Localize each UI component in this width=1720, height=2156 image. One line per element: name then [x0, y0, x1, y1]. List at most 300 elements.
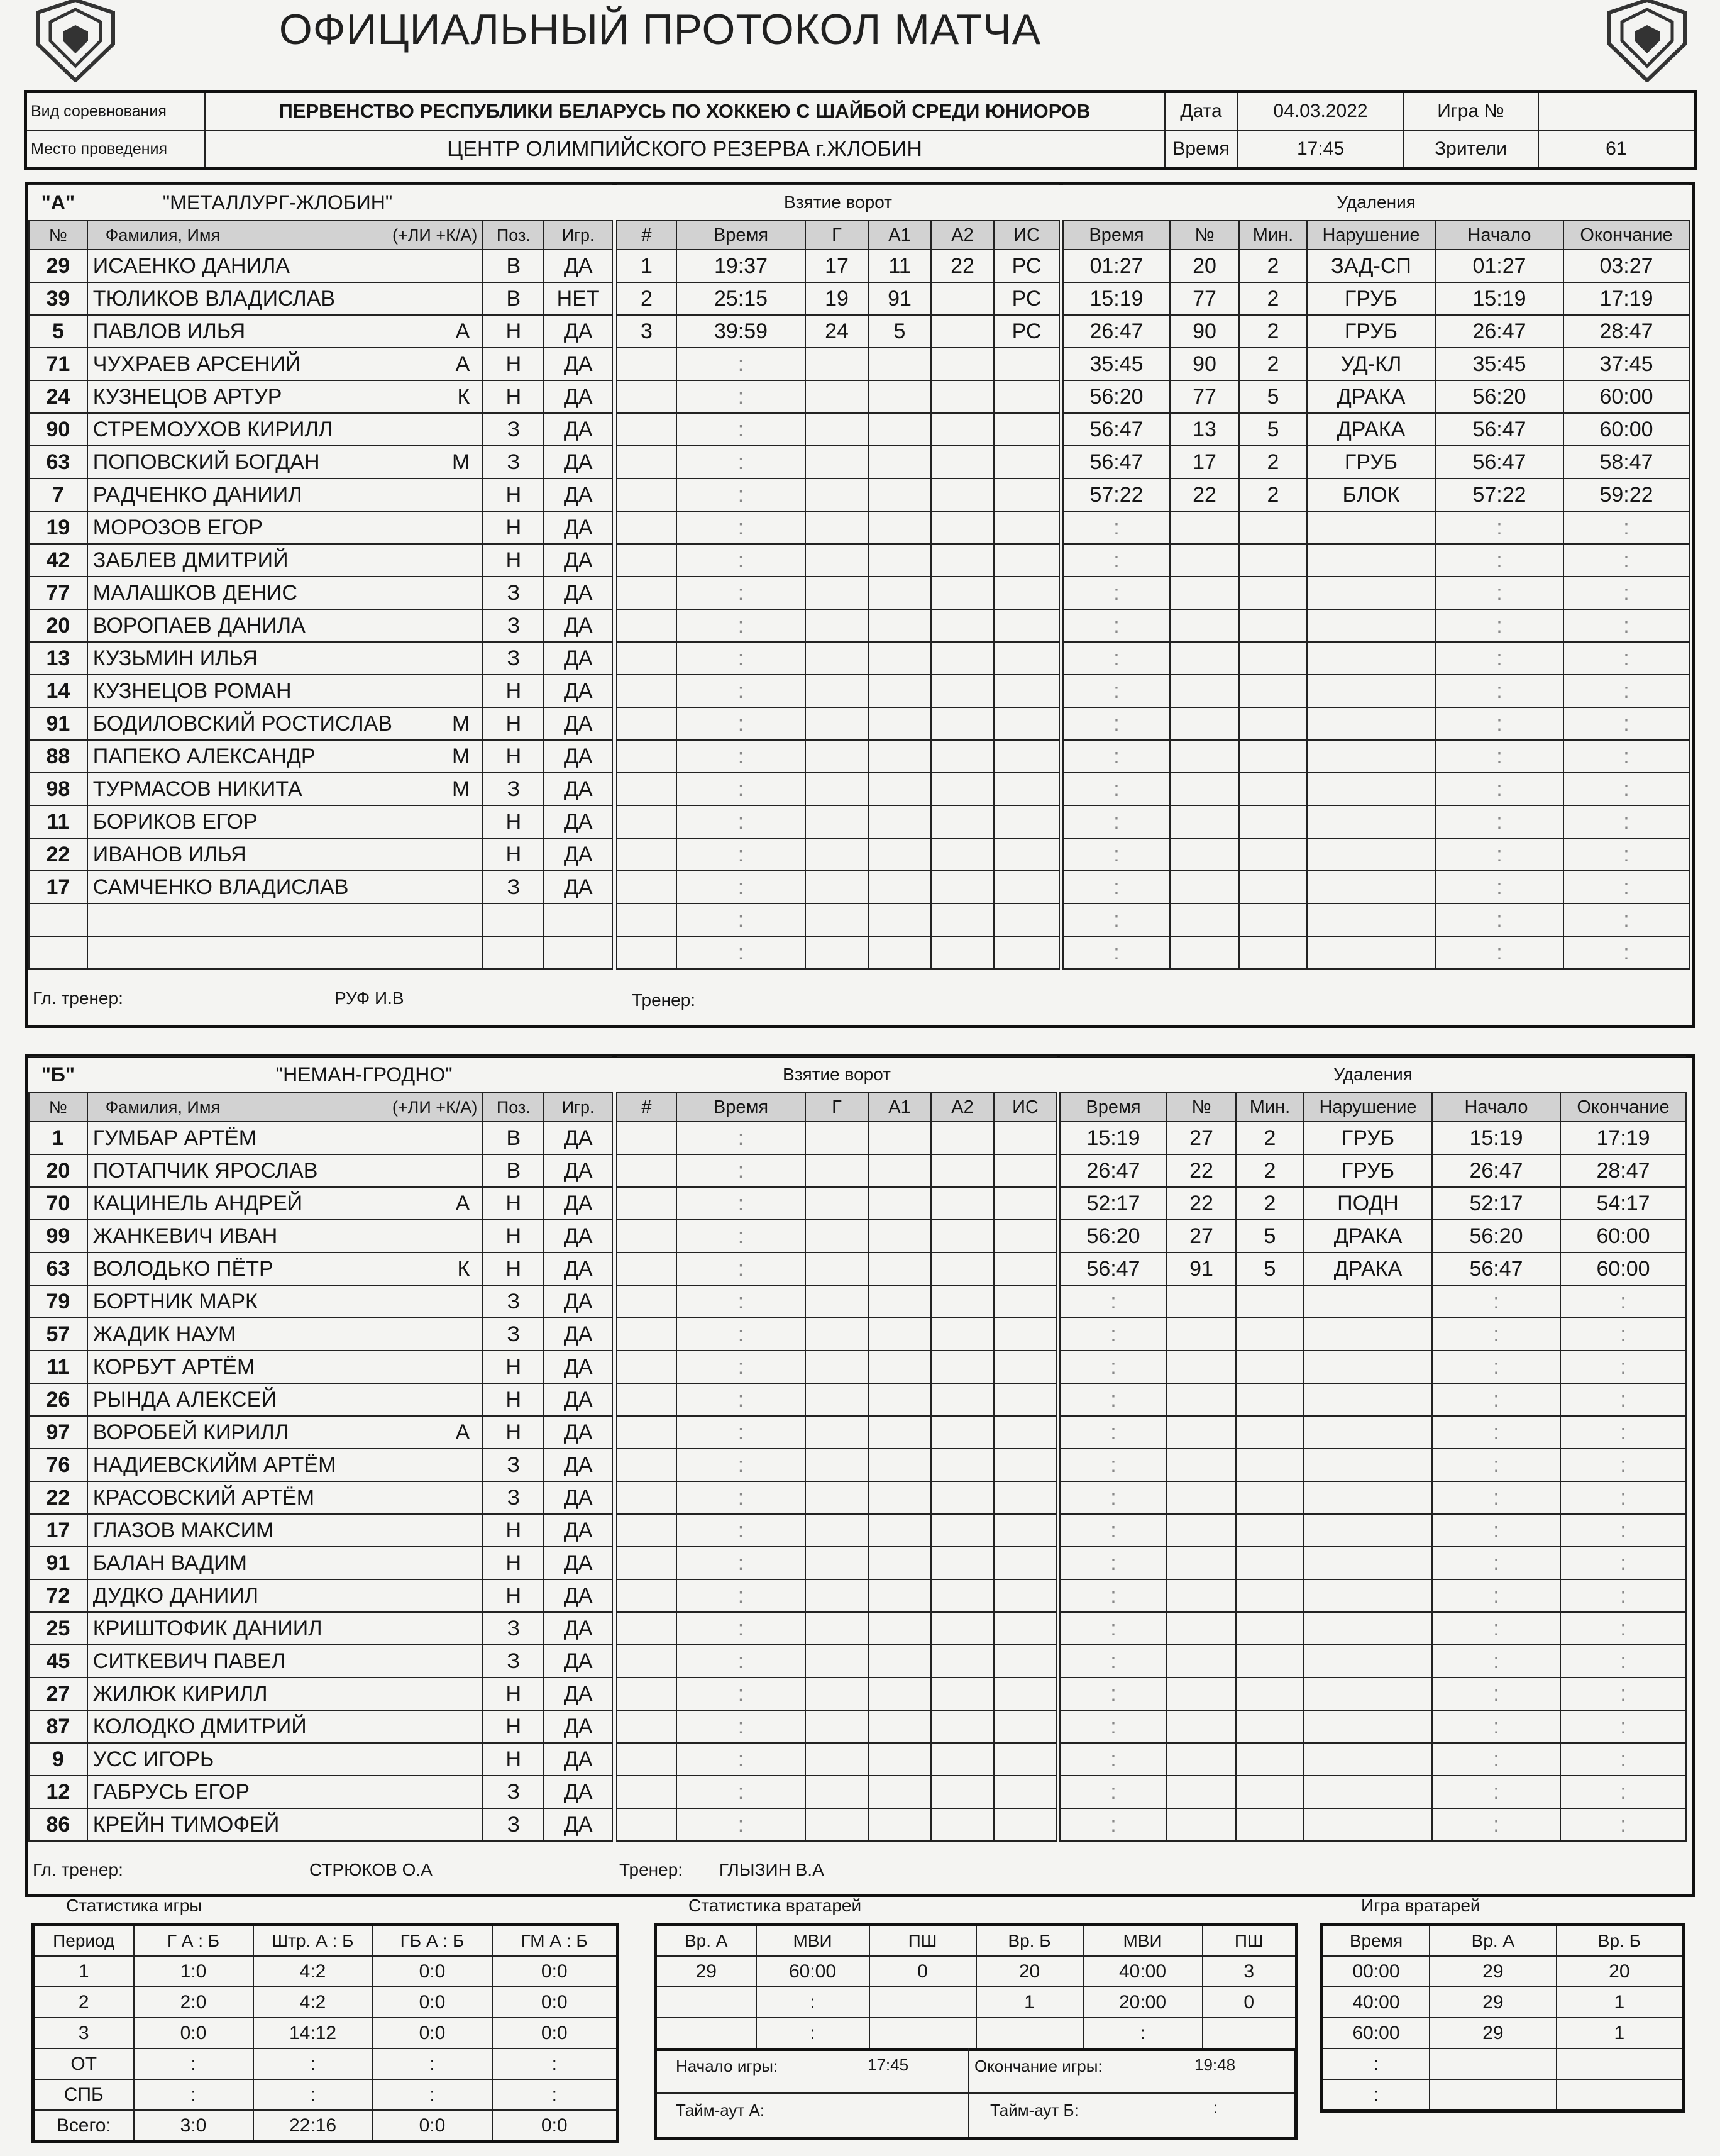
player-name-text: САМЧЕНКО ВЛАДИСЛАВ — [92, 875, 349, 899]
player-row — [29, 1776, 612, 1808]
penalty-start: 56:20 — [1435, 380, 1563, 413]
player-row — [29, 577, 612, 609]
goal-time: : — [676, 1514, 805, 1547]
penalty-infraction: УД-КЛ — [1307, 348, 1435, 380]
penalty-start: : — [1432, 1547, 1560, 1579]
goal-assist-1 — [868, 642, 931, 675]
goal-assist-1 — [868, 380, 931, 413]
goal-time: : — [676, 511, 805, 544]
player-row — [29, 1154, 612, 1187]
player-name-text: КОРБУТ АРТЁМ — [92, 1354, 255, 1379]
goal-index — [617, 1122, 676, 1154]
penalty-infraction — [1304, 1645, 1432, 1678]
goalie-extra-box — [654, 2048, 1298, 2140]
penalty-minutes — [1239, 904, 1307, 936]
player-role: М — [452, 744, 470, 768]
penalty-start: : — [1435, 805, 1563, 838]
stat-cell — [976, 2018, 1083, 2050]
penalty-start: : — [1435, 544, 1563, 577]
goal-assist-1 — [868, 740, 931, 773]
goal-index — [617, 609, 676, 642]
penalty-start: : — [1432, 1612, 1560, 1645]
goal-row — [617, 1481, 1057, 1514]
penalty-minutes — [1236, 1547, 1304, 1579]
stat-header-cell: Вр. Б — [976, 1925, 1083, 1957]
penalty-row — [1063, 838, 1689, 871]
penalty-row — [1060, 1351, 1686, 1383]
goal-scorer — [805, 1645, 868, 1678]
goal-situation — [994, 413, 1059, 446]
player-played: ДА — [544, 348, 612, 380]
player-played: ДА — [544, 511, 612, 544]
stat-cell: : — [373, 2079, 492, 2110]
stat-cell: СПБ — [33, 2079, 134, 2110]
player-position: Н — [483, 1252, 544, 1285]
stat-cell: Всего: — [33, 2110, 134, 2142]
penalty-time: 26:47 — [1060, 1154, 1167, 1187]
player-name — [87, 1710, 483, 1743]
goal-scorer — [805, 1122, 868, 1154]
player-played: ДА — [544, 642, 612, 675]
goal-assist-1 — [868, 1351, 931, 1383]
player-name-text: КРИШТОФИК ДАНИИЛ — [92, 1616, 322, 1640]
player-name-text: БАЛАН ВАДИМ — [92, 1551, 247, 1575]
goal-row — [617, 871, 1059, 904]
goal-situation — [994, 740, 1059, 773]
penalty-minutes — [1236, 1743, 1304, 1776]
player-position: Н — [483, 707, 544, 740]
player-row — [29, 936, 612, 969]
goal-situation — [994, 904, 1059, 936]
penalty-infraction — [1307, 642, 1435, 675]
penalty-start: : — [1432, 1579, 1560, 1612]
player-name-text: БОДИЛОВСКИЙ РОСТИСЛАВ — [92, 711, 392, 736]
penalty-player — [1167, 1678, 1236, 1710]
penalty-minutes: 5 — [1236, 1220, 1304, 1252]
goal-row — [617, 250, 1059, 282]
player-name — [87, 1187, 483, 1220]
stat-cell — [1203, 2018, 1297, 2050]
penalty-minutes — [1239, 838, 1307, 871]
player-row — [29, 1808, 612, 1841]
goal-assist-1 — [868, 609, 931, 642]
goal-situation — [994, 1514, 1057, 1547]
stat-cell: 0:0 — [373, 2110, 492, 2142]
penalty-time: 57:22 — [1063, 478, 1170, 511]
player-role: К — [457, 384, 470, 409]
goal-scorer — [805, 348, 868, 380]
penalty-start: : — [1432, 1808, 1560, 1841]
goal-situation — [994, 478, 1059, 511]
player-role: А — [455, 319, 470, 343]
goal-time: : — [676, 609, 805, 642]
penalty-end: 60:00 — [1560, 1252, 1686, 1285]
player-row — [29, 1710, 612, 1743]
player-name-text: ГЛАЗОВ МАКСИМ — [92, 1518, 274, 1542]
penalty-start: : — [1435, 675, 1563, 707]
penalty-minutes — [1239, 577, 1307, 609]
goal-assist-2 — [931, 773, 994, 805]
penalty-time: : — [1063, 871, 1170, 904]
goal-row — [617, 1318, 1057, 1351]
head-coach-label: Гл. тренер: — [33, 1860, 123, 1879]
goal-row — [617, 1187, 1057, 1220]
time-label: Время — [1165, 130, 1238, 169]
goal-assist-1 — [868, 838, 931, 871]
penalty-infraction — [1304, 1449, 1432, 1481]
player-name-text: СТРЕМОУХОВ КИРИЛЛ — [92, 417, 333, 441]
penalty-player: 22 — [1167, 1187, 1236, 1220]
penalty-start: : — [1432, 1645, 1560, 1678]
goal-situation — [994, 511, 1059, 544]
goal-situation — [994, 871, 1059, 904]
goal-scorer — [805, 1383, 868, 1416]
player-played: ДА — [544, 1547, 612, 1579]
stat-cell — [656, 1987, 756, 2018]
goal-situation — [994, 1776, 1057, 1808]
player-number: 29 — [29, 250, 87, 282]
player-name — [87, 838, 483, 871]
penalty-infraction — [1307, 544, 1435, 577]
player-played: НЕТ — [544, 282, 612, 315]
goal-row — [617, 1579, 1057, 1612]
penalty-minutes — [1236, 1579, 1304, 1612]
penalty-row — [1063, 871, 1689, 904]
penalty-row — [1060, 1776, 1686, 1808]
goal-index — [617, 348, 676, 380]
stat-cell: 1 — [976, 1987, 1083, 2018]
penalty-infraction: ДРАКА — [1304, 1220, 1432, 1252]
goal-index: 2 — [617, 282, 676, 315]
player-position: Н — [483, 675, 544, 707]
goal-time: : — [676, 478, 805, 511]
goalie-change-row — [1322, 2048, 1684, 2079]
penalty-infraction — [1304, 1547, 1432, 1579]
penalty-infraction: ДРАКА — [1304, 1252, 1432, 1285]
player-number: 42 — [29, 544, 87, 577]
goal-situation — [994, 1547, 1057, 1579]
player-name-text: КРЕЙН ТИМОФЕЙ — [92, 1812, 280, 1837]
stat-cell — [1430, 2048, 1557, 2079]
penalty-row — [1063, 478, 1689, 511]
player-name-text: РЫНДА АЛЕКСЕЙ — [92, 1387, 277, 1412]
penalty-start: 52:17 — [1432, 1187, 1560, 1220]
coach-name: ГЛЫЗИН В.А — [719, 1860, 824, 1879]
penalty-start: : — [1432, 1710, 1560, 1743]
stat-cell: 29 — [656, 1956, 756, 1987]
col-played: Игр. — [544, 221, 612, 250]
player-position: З — [483, 1776, 544, 1808]
goal-row — [617, 642, 1059, 675]
game-end-label: Окончание игры: — [974, 2057, 1103, 2076]
player-position: З — [483, 642, 544, 675]
player-position: В — [483, 1154, 544, 1187]
penalty-player: 22 — [1170, 478, 1239, 511]
goal-situation — [994, 1154, 1057, 1187]
goal-scorer — [805, 740, 868, 773]
penalty-infraction: ПОДН — [1304, 1187, 1432, 1220]
goal-assist-2 — [931, 805, 994, 838]
goal-time: : — [676, 1187, 805, 1220]
penalty-time: : — [1063, 773, 1170, 805]
p-col-end: Окончание — [1563, 221, 1689, 250]
goal-row — [617, 1285, 1057, 1318]
competition-value: ПЕРВЕНСТВО РЕСПУБЛИКИ БЕЛАРУСЬ ПО ХОККЕЮ С ШАЙБОЙ СРЕДИ ЮНИОРОВ — [205, 92, 1165, 131]
stat-cell: : — [1083, 2018, 1203, 2050]
goal-time: : — [676, 348, 805, 380]
penalty-row — [1063, 773, 1689, 805]
penalty-row — [1063, 413, 1689, 446]
player-played: ДА — [544, 1481, 612, 1514]
player-row — [29, 1416, 612, 1449]
penalty-end: : — [1560, 1449, 1686, 1481]
team-b-letter: "Б" — [29, 1056, 87, 1093]
penalty-infraction: ГРУБ — [1307, 282, 1435, 315]
player-name — [87, 478, 483, 511]
player-number: 71 — [29, 348, 87, 380]
player-name-text: ГАБРУСЬ ЕГОР — [92, 1779, 250, 1804]
game-end-value: 19:48 — [1194, 2055, 1236, 2074]
goal-situation — [994, 773, 1059, 805]
penalty-player — [1170, 805, 1239, 838]
penalty-time: : — [1060, 1776, 1167, 1808]
goal-time: : — [676, 642, 805, 675]
goal-time: : — [676, 1547, 805, 1579]
goal-index — [617, 1743, 676, 1776]
goal-index — [617, 838, 676, 871]
player-played: ДА — [544, 1645, 612, 1678]
penalty-time: 15:19 — [1060, 1122, 1167, 1154]
goal-row — [617, 348, 1059, 380]
goal-index — [617, 1449, 676, 1481]
penalty-player — [1170, 773, 1239, 805]
goal-time: : — [676, 936, 805, 969]
player-name — [87, 446, 483, 478]
goal-index — [617, 1612, 676, 1645]
penalty-start: : — [1435, 642, 1563, 675]
g-col-a2: А2 — [931, 221, 994, 250]
penalty-end: : — [1563, 773, 1689, 805]
player-name-text: ПАВЛОВ ИЛЬЯ — [92, 319, 246, 343]
penalty-infraction — [1304, 1776, 1432, 1808]
goal-row — [617, 1122, 1057, 1154]
goal-scorer — [805, 1285, 868, 1318]
goal-assist-2 — [931, 1449, 994, 1481]
penalty-minutes — [1239, 805, 1307, 838]
penalty-end: 03:27 — [1563, 250, 1689, 282]
penalty-player — [1167, 1612, 1236, 1645]
goal-time: : — [676, 413, 805, 446]
goal-scorer — [805, 609, 868, 642]
player-position: З — [483, 609, 544, 642]
stat-cell: : — [756, 2018, 869, 2050]
penalties-title-b: Удаления — [1060, 1056, 1686, 1093]
player-number: 87 — [29, 1710, 87, 1743]
player-played — [544, 936, 612, 969]
stat-cell: 1 — [1557, 1987, 1684, 2018]
goal-assist-1 — [868, 904, 931, 936]
penalty-minutes: 2 — [1239, 478, 1307, 511]
goal-index — [617, 1351, 676, 1383]
stat-header-cell: Вр. А — [1430, 1925, 1557, 1957]
goal-index — [617, 675, 676, 707]
player-name — [87, 1285, 483, 1318]
player-position: Н — [483, 380, 544, 413]
goal-row — [617, 577, 1059, 609]
goal-assist-1: 91 — [868, 282, 931, 315]
player-name — [87, 511, 483, 544]
player-row — [29, 871, 612, 904]
player-played: ДА — [544, 871, 612, 904]
player-name-text: ЧУХРАЕВ АРСЕНИЙ — [92, 351, 301, 376]
penalty-row — [1063, 380, 1689, 413]
goal-scorer — [805, 544, 868, 577]
player-position: Н — [483, 1678, 544, 1710]
period-row — [33, 2110, 618, 2142]
player-number: 90 — [29, 413, 87, 446]
player-name — [87, 250, 483, 282]
goal-index — [617, 1318, 676, 1351]
goal-scorer — [805, 380, 868, 413]
penalty-player — [1167, 1579, 1236, 1612]
player-played: ДА — [544, 675, 612, 707]
goal-row — [617, 707, 1059, 740]
penalty-time: : — [1063, 577, 1170, 609]
penalty-end: : — [1563, 740, 1689, 773]
player-number: 91 — [29, 1547, 87, 1579]
penalty-end: : — [1560, 1678, 1686, 1710]
goal-row — [617, 478, 1059, 511]
stat-cell: 0:0 — [492, 2018, 618, 2048]
penalty-time: : — [1060, 1416, 1167, 1449]
goal-scorer — [805, 871, 868, 904]
penalty-time: : — [1060, 1285, 1167, 1318]
stat-cell: 4:2 — [253, 1956, 373, 1987]
venue-value: ЦЕНТР ОЛИМПИЙСКОГО РЕЗЕРВА г.ЖЛОБИН — [205, 130, 1165, 169]
goalie-play-title: Игра вратарей — [1361, 1896, 1480, 1915]
player-number: 12 — [29, 1776, 87, 1808]
stat-header-cell: МВИ — [1083, 1925, 1203, 1957]
goal-assist-2 — [931, 446, 994, 478]
penalty-end: : — [1560, 1579, 1686, 1612]
penalty-end: 17:19 — [1560, 1122, 1686, 1154]
penalty-end: : — [1560, 1612, 1686, 1645]
player-number: 19 — [29, 511, 87, 544]
timeout-b-value: : — [1213, 2098, 1218, 2117]
goal-assist-1 — [868, 1776, 931, 1808]
player-played: ДА — [544, 380, 612, 413]
player-played: ДА — [544, 446, 612, 478]
penalty-player: 20 — [1170, 250, 1239, 282]
penalty-player: 90 — [1170, 315, 1239, 348]
penalty-start: : — [1432, 1678, 1560, 1710]
stat-cell: 20 — [1557, 1956, 1684, 1987]
player-name — [87, 1579, 483, 1612]
player-row — [29, 1122, 612, 1154]
goal-assist-2 — [931, 609, 994, 642]
p-col-time: Время — [1060, 1093, 1167, 1122]
player-name — [87, 1481, 483, 1514]
goal-situation — [994, 838, 1059, 871]
goal-scorer — [805, 1449, 868, 1481]
penalty-row — [1063, 577, 1689, 609]
goal-situation — [994, 1612, 1057, 1645]
penalty-player — [1170, 577, 1239, 609]
penalty-end: 60:00 — [1563, 380, 1689, 413]
player-number: 72 — [29, 1579, 87, 1612]
player-name — [87, 1220, 483, 1252]
team-a-coach — [632, 990, 1198, 1010]
penalty-end: : — [1560, 1318, 1686, 1351]
player-number: 27 — [29, 1678, 87, 1710]
penalty-time: 15:19 — [1063, 282, 1170, 315]
player-row — [29, 1579, 612, 1612]
player-position: З — [483, 1645, 544, 1678]
penalty-minutes — [1239, 675, 1307, 707]
federation-logo-right — [1603, 0, 1691, 82]
goal-row — [617, 838, 1059, 871]
goal-time: : — [676, 577, 805, 609]
goal-situation — [994, 1645, 1057, 1678]
player-name-text: БОРТНИК МАРК — [92, 1289, 258, 1313]
stat-cell: 40:00 — [1083, 1956, 1203, 1987]
stat-cell: 0:0 — [373, 2018, 492, 2048]
penalty-player — [1167, 1808, 1236, 1841]
goal-time: : — [676, 1612, 805, 1645]
penalty-minutes: 2 — [1239, 348, 1307, 380]
goal-assist-2 — [931, 1579, 994, 1612]
player-name-text: БОРИКОВ ЕГОР — [92, 809, 258, 834]
penalty-end: : — [1563, 577, 1689, 609]
player-position: Н — [483, 805, 544, 838]
penalty-end: : — [1560, 1743, 1686, 1776]
goal-row — [617, 805, 1059, 838]
penalty-player: 91 — [1167, 1252, 1236, 1285]
goal-assist-2 — [931, 1743, 994, 1776]
goal-row — [617, 1351, 1057, 1383]
goal-assist-2 — [931, 348, 994, 380]
player-name — [87, 642, 483, 675]
p-col-min: Мин. — [1236, 1093, 1304, 1122]
penalty-start: : — [1432, 1743, 1560, 1776]
player-role: А — [455, 1420, 470, 1444]
g-col-goal: Г — [805, 1093, 868, 1122]
goal-situation — [994, 609, 1059, 642]
penalty-time: 56:47 — [1063, 413, 1170, 446]
penalty-row — [1063, 250, 1689, 282]
goal-index — [617, 904, 676, 936]
player-name — [87, 871, 483, 904]
goal-assist-2 — [931, 478, 994, 511]
stat-cell — [869, 1987, 976, 2018]
goal-assist-1 — [868, 1187, 931, 1220]
player-name — [87, 740, 483, 773]
player-name — [87, 1154, 483, 1187]
penalty-minutes — [1239, 773, 1307, 805]
player-position: Н — [483, 1514, 544, 1547]
player-name-text: СИТКЕВИЧ ПАВЕЛ — [92, 1649, 286, 1673]
penalty-start: : — [1432, 1449, 1560, 1481]
goal-assist-1 — [868, 1285, 931, 1318]
goal-index — [617, 1776, 676, 1808]
goal-assist-2 — [931, 1187, 994, 1220]
penalty-row — [1063, 904, 1689, 936]
penalty-minutes — [1236, 1808, 1304, 1841]
penalty-start: : — [1435, 773, 1563, 805]
player-number: 77 — [29, 577, 87, 609]
player-played: ДА — [544, 544, 612, 577]
player-number: 98 — [29, 773, 87, 805]
